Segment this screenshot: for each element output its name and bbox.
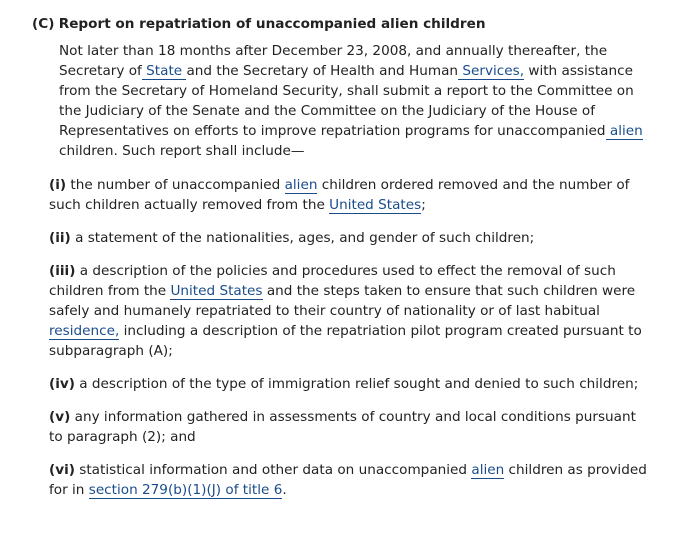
clause-text: including a description of the repatriation pilot program created pursuant to subparagraph (A); bbox=[49, 323, 642, 359]
clause-number: (i) bbox=[49, 177, 67, 193]
clause-text: statistical information and other data on unaccompanied bbox=[74, 462, 472, 478]
intro-text-3: with assistance from the Secretary of Homeland Security, shall submit a report to the Committee on the Judiciary of the Senate and the Committee on the Judiciary of the House of Representatives on efforts to improve repatriation programs for unaccompanied bbox=[59, 63, 634, 139]
clause-text: and the steps taken to ensure that such children were safely and humanely repatriated to their country of nationality or of last habitual bbox=[49, 283, 636, 319]
link-section-279[interactable]: section 279(b)(1)(J) of title 6 bbox=[88, 482, 283, 498]
intro-text-1: Not later than 18 months after December 23, 2008, and annually thereafter, the Secretary of bbox=[59, 43, 608, 79]
clause-number: (ii) bbox=[49, 230, 71, 246]
link-alien[interactable]: alien bbox=[605, 123, 643, 139]
clause-text: . bbox=[282, 482, 287, 498]
clause-text: the number of unaccompanied bbox=[66, 177, 285, 193]
clause-number: (v) bbox=[49, 409, 71, 425]
clause-number: (vi) bbox=[49, 462, 75, 478]
clause-number: (iv) bbox=[49, 376, 75, 392]
clause-ii bbox=[49, 228, 650, 248]
link-alien[interactable]: alien bbox=[284, 177, 318, 193]
clause-iii bbox=[49, 261, 650, 361]
clause-text: any information gathered in assessments of country and local conditions pursuant to paragraph (2); and bbox=[49, 409, 636, 445]
clause-text: a description of the policies and procedures used to effect the removal of such children from the bbox=[49, 263, 616, 299]
clause-text: ; bbox=[421, 197, 426, 213]
clause-text: a statement of the nationalities, ages, and gender of such children; bbox=[70, 230, 535, 246]
link-united-states[interactable]: United States bbox=[170, 283, 263, 299]
clause-iv bbox=[49, 374, 650, 394]
clause-number: (iii) bbox=[49, 263, 76, 279]
section-number: (C) bbox=[32, 16, 55, 32]
link-state[interactable]: State bbox=[141, 63, 187, 79]
clause-vi bbox=[49, 460, 650, 500]
link-united-states[interactable]: United States bbox=[329, 197, 422, 213]
section-title: Report on repatriation of unaccompanied alien children bbox=[58, 16, 486, 32]
clause-text: a description of the type of immigration relief sought and denied to such children; bbox=[74, 376, 639, 392]
intro-text-2: and the Secretary of Health and Human bbox=[186, 63, 459, 79]
link-residence[interactable]: residence, bbox=[49, 323, 120, 339]
clause-text: children as provided for in bbox=[49, 462, 647, 498]
clause-v bbox=[49, 407, 650, 447]
intro-text-4: children. Such report shall include— bbox=[59, 143, 305, 159]
link-alien[interactable]: alien bbox=[471, 462, 505, 478]
clause-text: children ordered removed and the number of such children actually removed from the bbox=[49, 177, 630, 213]
link-services[interactable]: Services, bbox=[458, 63, 525, 79]
section-heading bbox=[32, 14, 650, 34]
intro-paragraph bbox=[59, 41, 650, 161]
clause-i bbox=[49, 175, 650, 215]
